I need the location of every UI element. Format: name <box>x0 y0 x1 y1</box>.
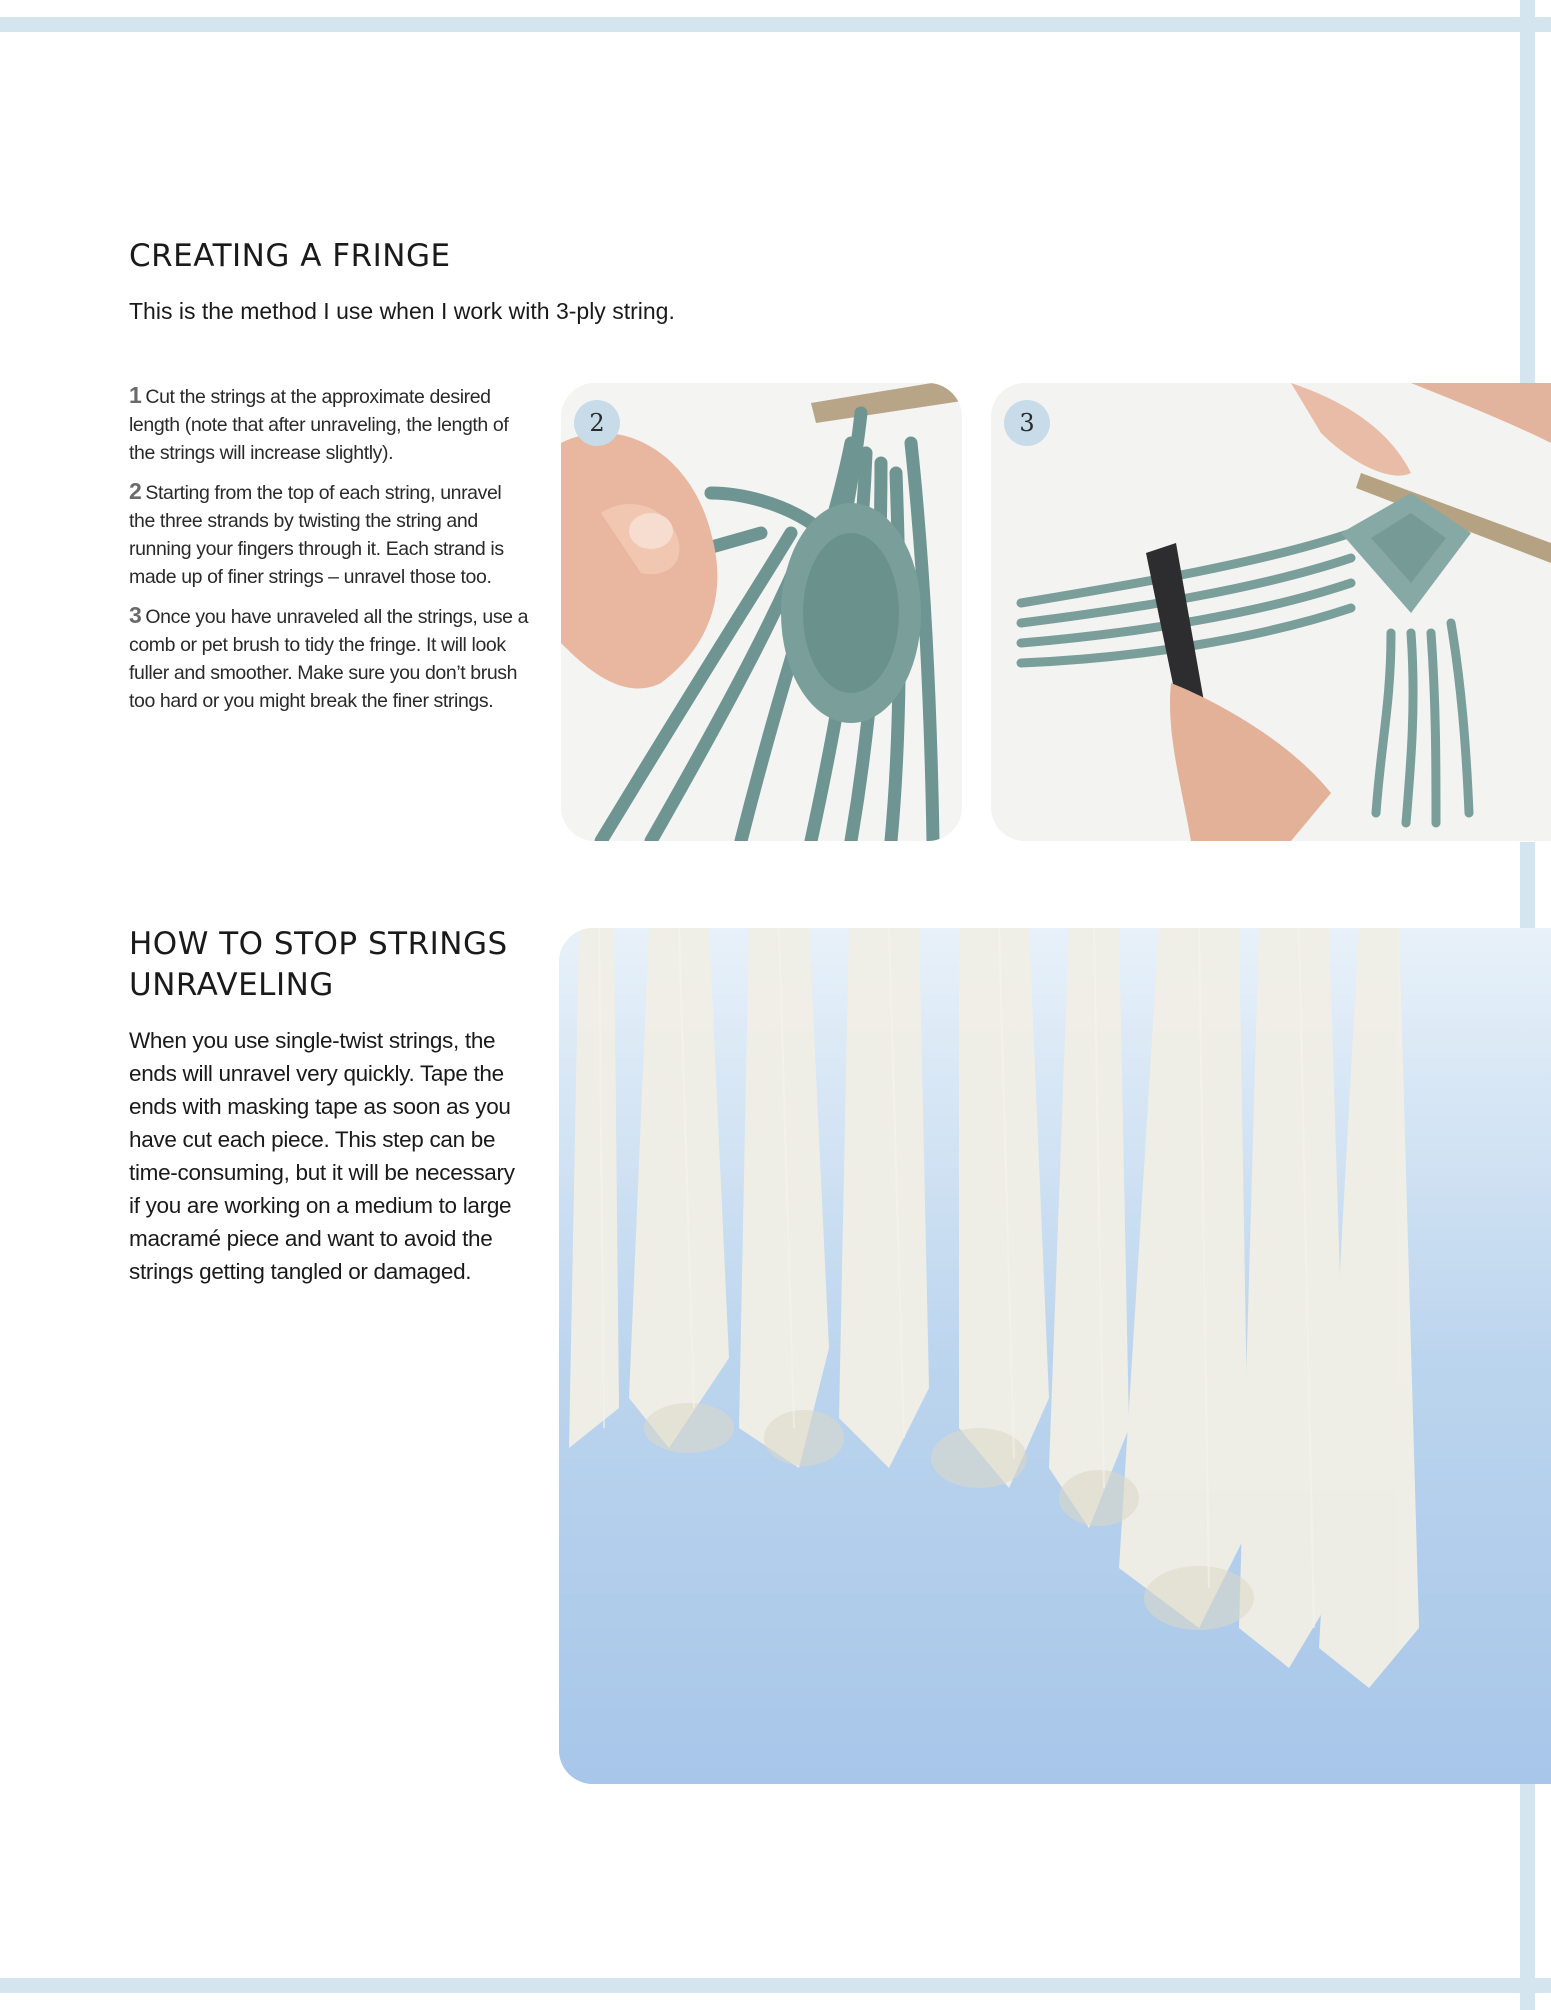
step-item <box>129 601 529 715</box>
step-badge: 3 <box>1004 400 1050 446</box>
step-number: 2 <box>129 478 142 504</box>
photo-combing-fringe <box>991 383 1551 841</box>
step-badge: 2 <box>574 400 620 446</box>
bottom-border-rule <box>0 1978 1551 1993</box>
step-text: Once you have unraveled all the strings, use a comb or pet brush to tidy the fringe. It will look fuller and smoother. Make sure you don’t brush too hard or you might break the finer strings. <box>129 606 529 712</box>
step-number: 3 <box>129 602 142 628</box>
body-text-unraveling: When you use single-twist strings, the ends will unravel very quickly. Tape the ends with masking tape as soon as you have cut each piece. This step can be time-consuming, but it will be necessary if you are working on a medium to large macramé piece and want to avoid the strings getting tangled or damaged. <box>129 1028 515 1284</box>
step-item <box>129 477 529 591</box>
section-heading-unraveling: HOW TO STOP STRINGS UNRAVELING <box>129 926 508 1003</box>
right-border-rule <box>1520 0 1535 383</box>
photo-unraveling-strands <box>561 383 962 841</box>
unraveling-illustration <box>561 383 962 841</box>
steps-list <box>129 381 529 725</box>
step-number: 1 <box>129 382 142 408</box>
step-item <box>129 381 529 467</box>
fringe-illustration <box>559 928 1551 1784</box>
intro-text: This is the method I use when I work with 3-ply string. <box>129 298 675 324</box>
combing-illustration <box>991 383 1551 841</box>
step-text: Cut the strings at the approximate desired length (note that after unraveling, the length of the strings will increase slightly). <box>129 386 509 464</box>
step-text: Starting from the top of each string, unravel the three strands by twisting the string and running your fingers through it. Each strand is made up of finer strings – unravel those too. <box>129 482 504 588</box>
section-heading-fringe: CREATING A FRINGE <box>129 238 451 274</box>
photo-cream-fringe <box>559 928 1551 1784</box>
top-border-rule <box>0 17 1551 32</box>
